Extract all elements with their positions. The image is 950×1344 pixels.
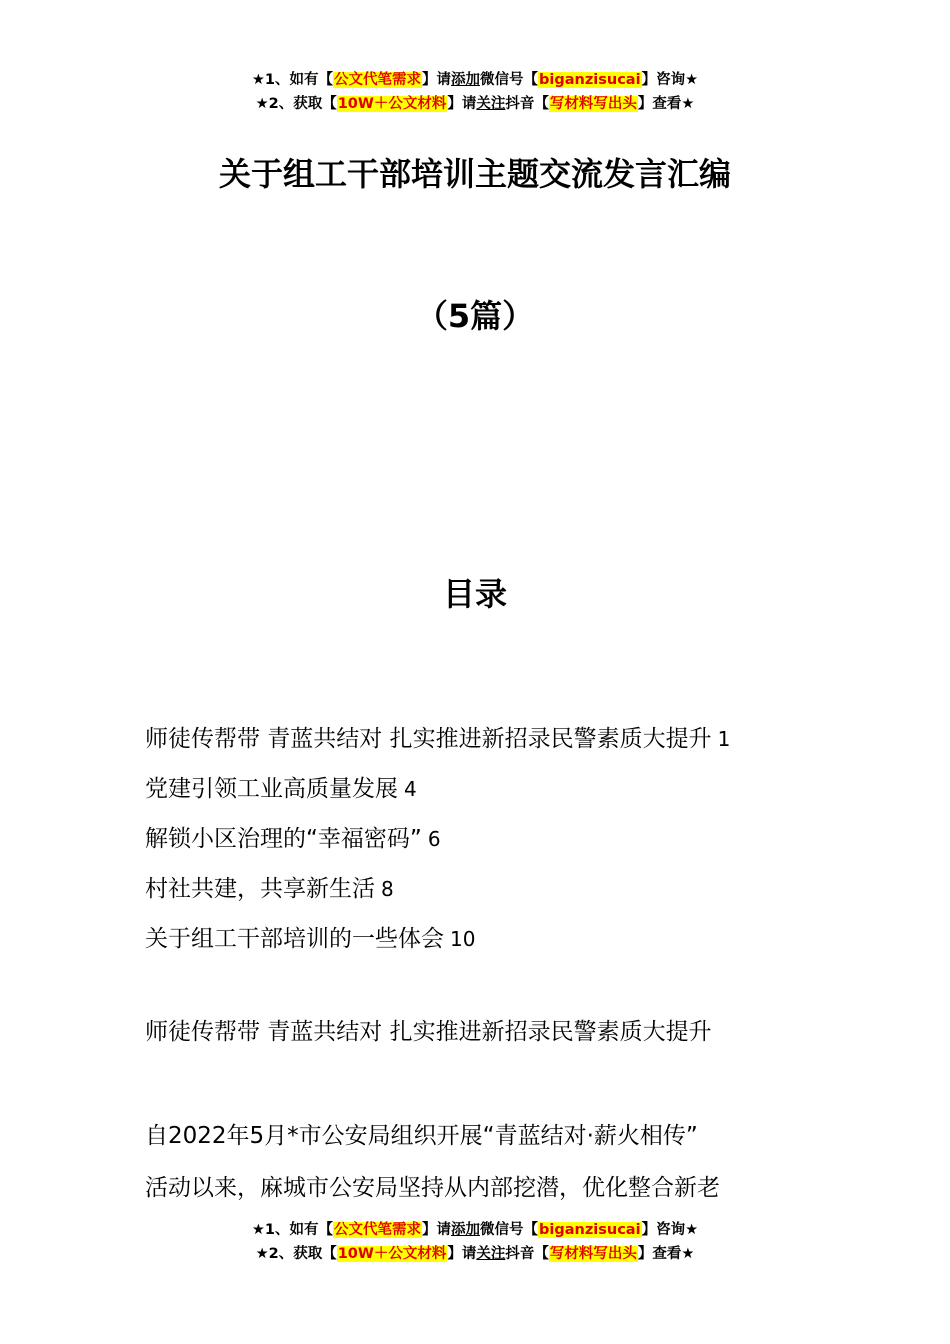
toc-item-label: 关于组工干部培训的一些体会 (145, 926, 444, 952)
toc-item-page: 1 (717, 727, 731, 751)
body-line: 自2022年5月*市公安局组织开展“青蓝结对·薪火相传” (145, 1123, 698, 1149)
toc-item-page: 4 (404, 777, 417, 801)
banner-text: 微信号【 (480, 1222, 539, 1238)
footer-banner (0, 1218, 950, 1266)
banner-text: 】请 (422, 72, 452, 88)
toc-item[interactable] (145, 764, 865, 814)
highlight-service: 公文代笔需求 (334, 1222, 422, 1238)
banner-line-2 (0, 1242, 950, 1266)
banner-text: 】查看★ (637, 1246, 695, 1262)
section-body (145, 1110, 825, 1214)
banner-line-2 (0, 92, 950, 116)
banner-text: ★1、如有【 (251, 72, 334, 88)
toc-item-label: 党建引领工业高质量发展 (145, 776, 398, 802)
toc-heading: 目录 (442, 575, 507, 613)
banner-text: ★1、如有【 (251, 1222, 334, 1238)
header-banner (0, 68, 950, 116)
banner-line-1 (0, 68, 950, 92)
highlight-materials: 10W＋公文材料 (337, 1246, 447, 1262)
toc-item-page: 10 (450, 927, 476, 951)
underlined-add: 添加 (451, 72, 481, 88)
banner-text: 抖音【 (505, 1246, 549, 1262)
underlined-follow: 关注 (476, 96, 506, 112)
toc-item-label: 师徒传帮带 青蓝共结对 扎实推进新招录民警素质大提升 (145, 726, 712, 752)
toc-item[interactable] (145, 914, 865, 964)
toc-item[interactable] (145, 714, 865, 764)
underlined-follow: 关注 (476, 1246, 506, 1262)
toc-item-page: 8 (381, 877, 394, 901)
highlight-service: 公文代笔需求 (334, 72, 422, 88)
toc-item-label: 解锁小区治理的“幸福密码” (145, 826, 422, 852)
table-of-contents (145, 714, 865, 964)
banner-text: 】咨询★ (641, 1222, 699, 1238)
highlight-materials: 10W＋公文材料 (337, 96, 447, 112)
banner-text: 】请 (447, 1246, 477, 1262)
section-title: 师徒传帮带 青蓝共结对 扎实推进新招录民警素质大提升 (145, 1019, 712, 1045)
highlight-douyin: 写材料写出头 (549, 96, 637, 112)
banner-text: 】咨询★ (641, 72, 699, 88)
banner-text: 抖音【 (505, 96, 549, 112)
banner-text: 】请 (447, 96, 477, 112)
document-title: 关于组工干部培训主题交流发言汇编 (218, 155, 731, 193)
banner-text: 】请 (422, 1222, 452, 1238)
toc-item-page: 6 (427, 827, 441, 851)
highlight-douyin: 写材料写出头 (549, 1246, 637, 1262)
highlight-wechat-id: biganzisucai (539, 1222, 641, 1238)
banner-line-1 (0, 1218, 950, 1242)
banner-text: ★2、获取【 (255, 96, 337, 112)
highlight-wechat-id: biganzisucai (539, 72, 641, 88)
underlined-add: 添加 (451, 1222, 481, 1238)
banner-text: ★2、获取【 (255, 1246, 337, 1262)
banner-text: 】查看★ (637, 96, 695, 112)
toc-item-label: 村社共建，共享新生活 (145, 876, 375, 902)
toc-item[interactable] (145, 864, 865, 914)
toc-item[interactable] (145, 814, 865, 864)
body-line: 活动以来，麻城市公安局坚持从内部挖潜，优化整合新老 (145, 1175, 720, 1201)
banner-text: 微信号【 (480, 72, 539, 88)
document-subtitle: （5篇） (415, 297, 535, 335)
